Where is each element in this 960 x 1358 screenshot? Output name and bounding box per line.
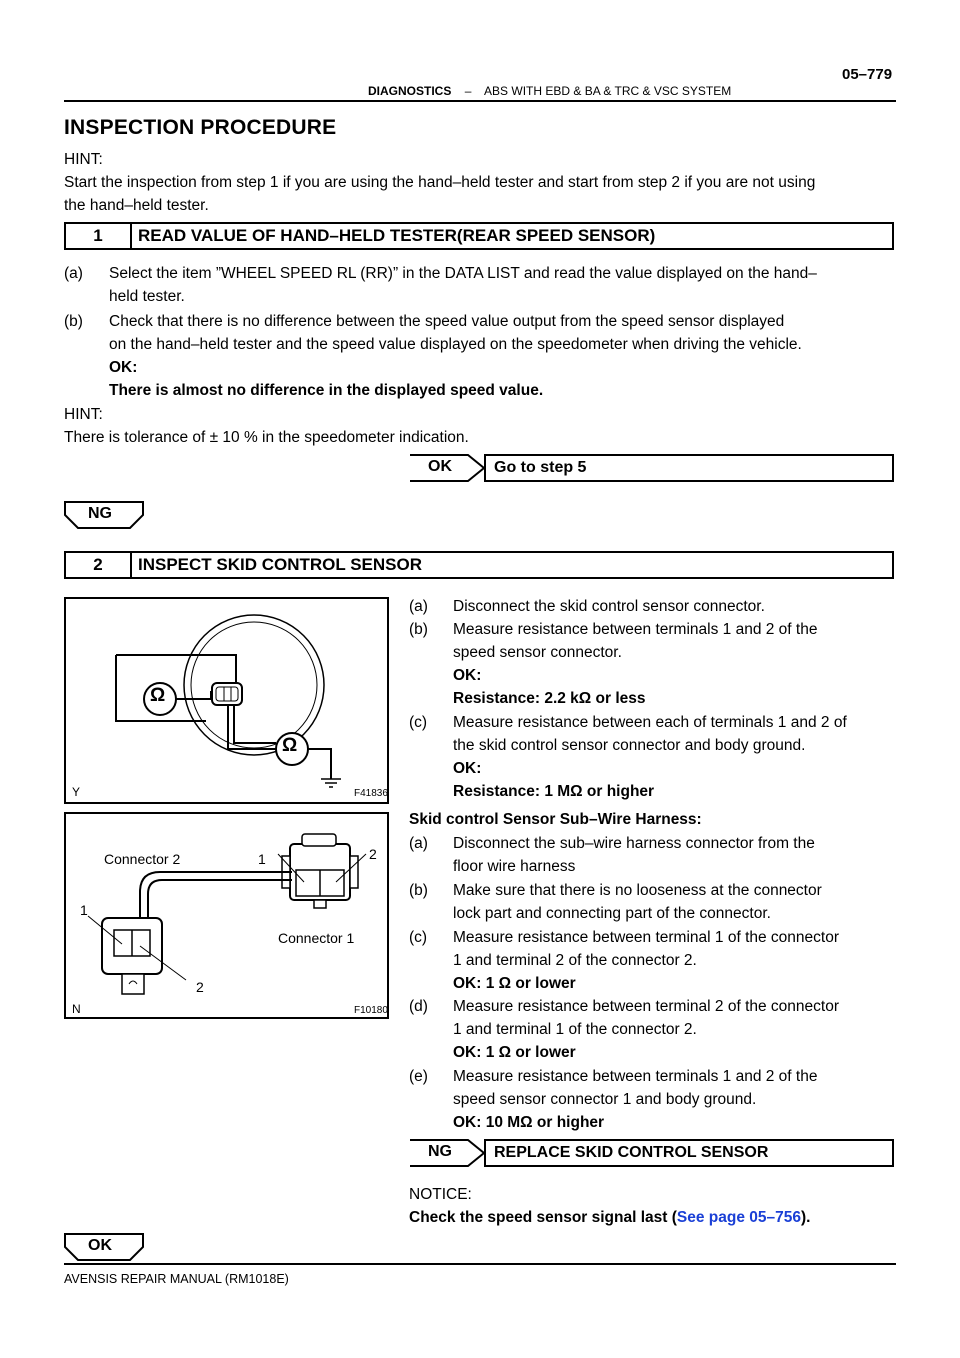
step-1-ok-result-label: OK (428, 458, 452, 475)
subwire-d-line1: Measure resistance between terminal 2 of the connector (453, 998, 839, 1015)
connector-1-terminal-2-label: 2 (369, 846, 377, 862)
footer-text: AVENSIS REPAIR MANUAL (RM1018E) (64, 1272, 289, 1286)
step-2-c-line1: Measure resistance between each of terminals 1 and 2 of (453, 714, 847, 731)
subwire-b-line1: Make sure that there is no looseness at the connector (453, 882, 822, 899)
subwire-b-marker: (b) (409, 882, 428, 899)
connector-2-label: Connector 2 (104, 851, 181, 867)
step-1-ok-label: OK: (109, 359, 138, 376)
intro-hint-line2: the hand–held tester. (64, 197, 209, 214)
subwire-b-line2: lock part and connecting part of the connector. (453, 905, 771, 922)
step-2-c-line2: the skid control sensor connector and body ground. (453, 737, 806, 754)
connector-1-label: Connector 1 (278, 930, 355, 946)
header-subsection: ABS WITH EBD & BA & TRC & VSC SYSTEM (484, 84, 732, 98)
step-2-a-line1: Disconnect the skid control sensor connector. (453, 598, 765, 615)
intro-hint-label: HINT: (64, 151, 103, 168)
notice-prefix: Check the speed sensor signal last ( (409, 1209, 677, 1226)
header-separator: – (464, 84, 472, 98)
subwire-e-marker: (e) (409, 1068, 428, 1085)
notice-label: NOTICE: (409, 1186, 472, 1203)
step-1-hint-label: HINT: (64, 406, 103, 423)
step-1-a-line2: held tester. (109, 288, 185, 305)
subwire-c-marker: (c) (409, 929, 428, 946)
step-2-ok-label: OK (88, 1237, 112, 1254)
step-2-title: INSPECT SKID CONTROL SENSOR (138, 555, 422, 574)
page-number: 05–779 (842, 66, 893, 83)
step-2-ng-result-box: REPLACE SKID CONTROL SENSOR (484, 1139, 894, 1167)
step-2-b-ok: OK: (453, 667, 482, 684)
step-1-b-line1: Check that there is no difference between the speed value output from the speed sensor displayed (109, 313, 785, 330)
header-section: DIAGNOSTICS (368, 84, 452, 98)
subwire-e-line2: speed sensor connector 1 and body ground. (453, 1091, 757, 1108)
subwire-title: Skid control Sensor Sub–Wire Harness: (409, 811, 702, 828)
subwire-a-line1: Disconnect the sub–wire harness connector from the (453, 835, 815, 852)
step-1-a-marker: (a) (64, 265, 83, 282)
step-2-b-line1: Measure resistance between terminals 1 and 2 of the (453, 621, 818, 638)
figure-speed-sensor (64, 597, 389, 804)
subwire-e-spec: OK: 10 MΩ or higher (453, 1114, 605, 1131)
figure-1-corner: Y (72, 785, 81, 799)
subwire-a-line2: floor wire harness (453, 858, 576, 875)
subwire-e-line1: Measure resistance between terminals 1 and 2 of the (453, 1068, 818, 1085)
step-2-c-ok: OK: (453, 760, 482, 777)
subwire-c-line2: 1 and terminal 2 of the connector 2. (453, 952, 697, 969)
subwire-c-line1: Measure resistance between terminal 1 of the connector (453, 929, 839, 946)
step-2-c-spec: Resistance: 1 MΩ or higher (453, 783, 655, 800)
figure-2-corner: N (72, 1002, 81, 1016)
speed-sensor-diagram (66, 599, 387, 802)
step-1-b-marker: (b) (64, 313, 83, 330)
step-1-header (64, 222, 894, 250)
step-1-number: 1 (66, 224, 132, 248)
connector-1-terminal-1-label: 1 (258, 851, 266, 867)
page-title: INSPECTION PROCEDURE (64, 116, 337, 139)
step-1-ng-label: NG (88, 505, 112, 522)
step-1-title: READ VALUE OF HAND–HELD TESTER(REAR SPEED SENSOR) (138, 226, 656, 245)
intro-hint-line1: Start the inspection from step 1 if you are using the hand–held tester and start from step 2 if you are not using (64, 174, 816, 191)
subwire-a-marker: (a) (409, 835, 428, 852)
subwire-d-spec: OK: 1 Ω or lower (453, 1044, 576, 1061)
subwire-c-spec: OK: 1 Ω or lower (453, 975, 576, 992)
step-2-b-spec: Resistance: 2.2 kΩ or less (453, 690, 646, 707)
ohmmeter-2-symbol: Ω (282, 735, 298, 756)
step-2-b-line2: speed sensor connector. (453, 644, 622, 661)
header-rule (64, 100, 896, 102)
ohmmeter-1-symbol: Ω (150, 685, 166, 706)
figure-1-code: F41836 (354, 788, 388, 799)
subwire-d-marker: (d) (409, 998, 428, 1015)
connector-2-terminal-2-label: 2 (196, 979, 204, 995)
connector-2-terminal-1-label: 1 (80, 902, 88, 918)
notice-suffix: ). (801, 1209, 811, 1226)
running-header (368, 84, 731, 98)
step-2-c-marker: (c) (409, 714, 428, 731)
step-2-ng-result-label: NG (428, 1143, 452, 1160)
step-2-a-marker: (a) (409, 598, 428, 615)
step-1-hint-text: There is tolerance of ± 10 % in the speedometer indication. (64, 429, 469, 446)
step-1-ok-text: There is almost no difference in the displayed speed value. (109, 382, 544, 399)
harness-connector-diagram (66, 814, 387, 1017)
notice-text (409, 1206, 810, 1229)
step-2-header (64, 551, 894, 579)
figure-2-code: F10180 (354, 1005, 388, 1016)
step-2-b-marker: (b) (409, 621, 428, 638)
step-2-number: 2 (66, 553, 132, 577)
step-1-b-line2: on the hand–held tester and the speed value displayed on the speedometer when driving the vehicle. (109, 336, 802, 353)
footer-rule (64, 1263, 896, 1265)
figure-sub-wire-harness (64, 812, 389, 1019)
see-page-link[interactable]: See page 05–756 (676, 1209, 801, 1226)
step-1-a-line1: Select the item ”WHEEL SPEED RL (RR)” in the DATA LIST and read the value displayed on the hand– (109, 265, 817, 282)
subwire-d-line2: 1 and terminal 1 of the connector 2. (453, 1021, 697, 1038)
step-1-ok-result-box: Go to step 5 (484, 454, 894, 482)
